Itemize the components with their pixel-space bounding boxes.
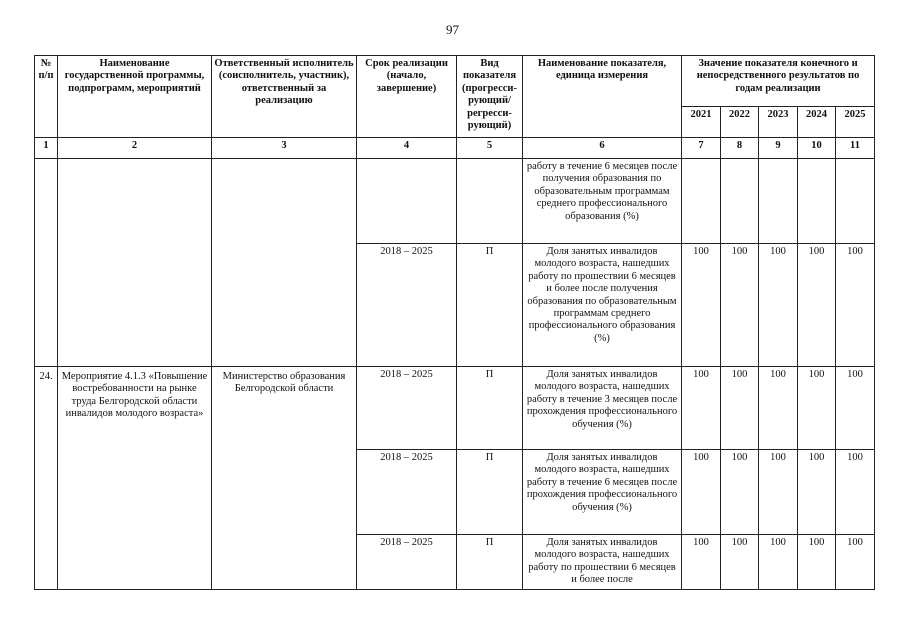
column-number: 3 (212, 138, 357, 159)
header-indicator: Наименование показателя, единица измерения (523, 56, 682, 138)
kind-cell: П (457, 450, 523, 535)
header-num: № п/п (35, 56, 58, 138)
header-kind: Вид показателя (прогресси-рующий/ регресси-рующий) (457, 56, 523, 138)
value-cell: 100 (836, 450, 875, 535)
column-number: 9 (759, 138, 798, 159)
indicator-cell: Доля занятых инвалидов молодого возраста, нашедших работу по прошествии 6 месяцев и более после получения образования по образовательным программам среднего профессионального образования (%) (523, 244, 682, 367)
kind-cell: П (457, 535, 523, 590)
value-cell: 100 (836, 367, 875, 450)
executor-cell (212, 159, 357, 367)
value-cell: 100 (721, 535, 759, 590)
column-number: 7 (682, 138, 721, 159)
value-cell: 100 (682, 535, 721, 590)
page-number: 97 (446, 22, 459, 37)
value-cell: 100 (759, 450, 798, 535)
value-cell: 100 (836, 535, 875, 590)
header-values-group: Значение показателя конечного и непосредственного результатов по годам реализации (682, 56, 875, 107)
kind-cell: П (457, 367, 523, 450)
column-number: 5 (457, 138, 523, 159)
table-row (35, 159, 875, 244)
value-cell: 100 (721, 450, 759, 535)
column-number: 2 (58, 138, 212, 159)
column-number: 6 (523, 138, 682, 159)
value-cell: 100 (836, 244, 875, 367)
year-header: 2021 (682, 107, 721, 138)
value-cell: 100 (798, 535, 836, 590)
column-number: 11 (836, 138, 875, 159)
indicator-cell: Доля занятых инвалидов молодого возраста, нашедших работу по прошествии 6 месяцев и более после (523, 535, 682, 590)
column-number: 8 (721, 138, 759, 159)
column-number: 1 (35, 138, 58, 159)
table-row (35, 367, 875, 450)
header-program: Наименование государственной программы, подпрограмм, мероприятий (58, 56, 212, 138)
column-number: 4 (357, 138, 457, 159)
header-executor: Ответственный исполнитель (соисполнитель, участник), ответственный за реализацию (212, 56, 357, 138)
value-cell: 100 (682, 367, 721, 450)
kind-cell: П (457, 244, 523, 367)
header-period: Срок реализации (начало, завершение) (357, 56, 457, 138)
period-cell (357, 159, 457, 244)
year-header: 2022 (721, 107, 759, 138)
header-row (35, 56, 875, 107)
value-cell: 100 (682, 450, 721, 535)
kind-cell (457, 159, 523, 244)
program-name: Мероприятие 4.1.3 «Повышение востребованности на рынке труда Белгородской области инвалидов молодого возраста» (58, 367, 212, 590)
value-cell: 100 (682, 244, 721, 367)
value-cell: 100 (759, 244, 798, 367)
value-cell: 100 (759, 535, 798, 590)
program-cell (58, 159, 212, 367)
value-cell: 100 (798, 244, 836, 367)
period-cell: 2018 – 2025 (357, 367, 457, 450)
value-cell: 100 (798, 367, 836, 450)
indicator-cell: Доля занятых инвалидов молодого возраста, нашедших работу в течение 3 месяцев после прохождения профессионального обучения (%) (523, 367, 682, 450)
value-cell: 100 (759, 367, 798, 450)
column-numbers-row (35, 138, 875, 159)
year-header: 2025 (836, 107, 875, 138)
value-cell: 100 (798, 450, 836, 535)
item-number: 24. (35, 367, 58, 590)
indicator-cell: работу в течение 6 месяцев после получения образования по образовательным программам среднего профессионального образования (%) (523, 159, 682, 244)
period-cell: 2018 – 2025 (357, 535, 457, 590)
value-cell (798, 159, 836, 244)
year-header: 2024 (798, 107, 836, 138)
executor-name: Министерство образования Белгородской области (212, 367, 357, 590)
period-cell: 2018 – 2025 (357, 450, 457, 535)
year-header: 2023 (759, 107, 798, 138)
value-cell: 100 (721, 244, 759, 367)
value-cell: 100 (721, 367, 759, 450)
period-cell: 2018 – 2025 (357, 244, 457, 367)
indicator-cell: Доля занятых инвалидов молодого возраста, нашедших работу в течение 6 месяцев после прохождения профессионального обучения (%) (523, 450, 682, 535)
value-cell (682, 159, 721, 244)
num-cell (35, 159, 58, 367)
column-number: 10 (798, 138, 836, 159)
value-cell (836, 159, 875, 244)
value-cell (721, 159, 759, 244)
value-cell (759, 159, 798, 244)
indicators-table (34, 55, 875, 590)
